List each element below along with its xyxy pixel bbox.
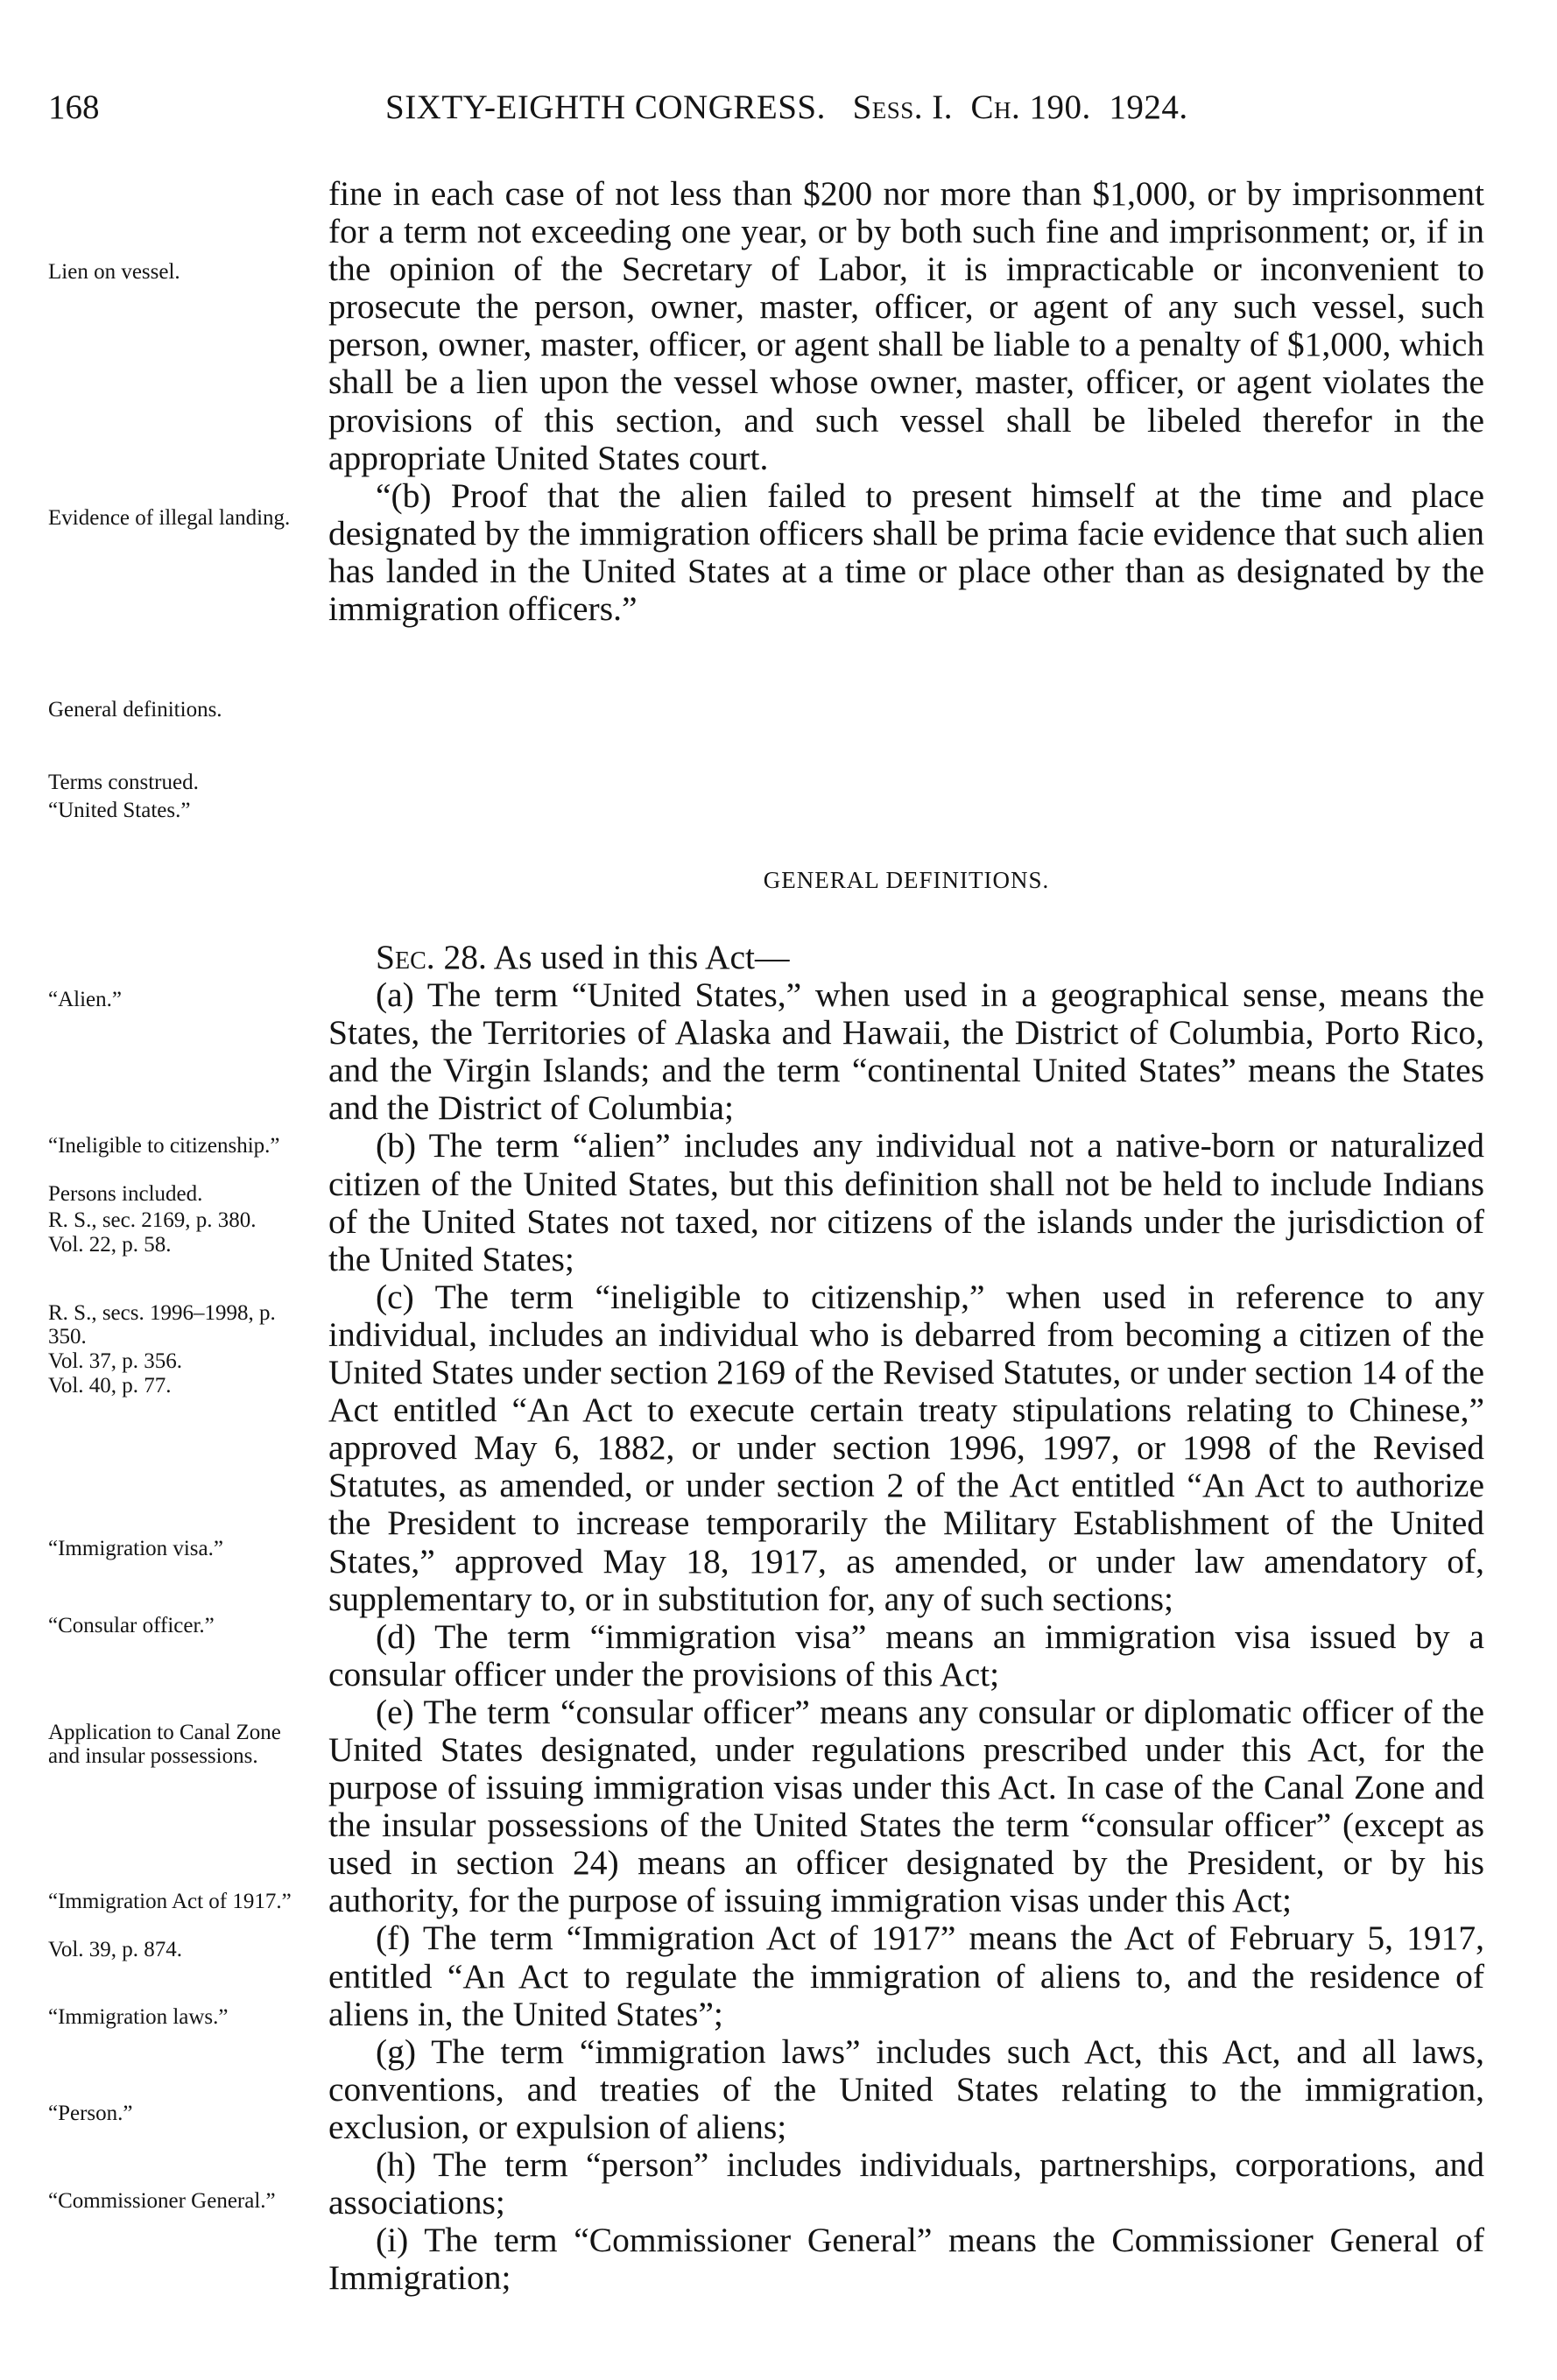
margin-note: Vol. 22, p. 58. [48, 1233, 172, 1257]
section-intro [328, 939, 1484, 976]
session-label: Sess. I. [852, 88, 954, 126]
definition-e: (e) The term “consular officer” means any consular or diplomatic officer of the United States designated, under regulations prescribed under this Act, for the purpose of issuing immigration visas under this Act. In case of the Canal Zone and the insular possessions of the United States the term “consular officer” (except as used in section 24) means an officer designated by the President, or by his authority, for the purpose of issuing immigration visas under this Act; [328, 1692, 1484, 1920]
section-intro-text: As used in this Act— [493, 938, 790, 976]
margin-note: “Immigration visa.” [48, 1537, 223, 1560]
margin-note: Vol. 39, p. 874. [48, 1938, 183, 1961]
definition-a: (a) The term “United States,” when used in a geographical sense, means the States, the Territories of Alaska and Hawaii, the District of Columbia, Porto Rico, and the Virgin Islands; and the term “continental United States” means the States and the District of Columbia; [328, 975, 1484, 1128]
definition-b: (b) The term “alien” includes any individual not a native-born or naturalized citizen of the United States, but this definition shall not be held to include Indians of the United States not taxed, nor citizens of the islands under the jurisdiction of the United States; [328, 1126, 1484, 1278]
section-28 [328, 939, 1484, 2297]
margin-note: “United States.” [48, 799, 191, 822]
margin-note: “Commissioner General.” [48, 2189, 276, 2213]
margin-note: “Consular officer.” [48, 1614, 215, 1637]
definition-d: (d) The term “immigration visa” means an immigration visa issued by a consular officer under the provisions of this Act; [328, 1616, 1484, 1693]
page-header [48, 88, 1493, 140]
margin-note: “Ineligible to citizenship.” [48, 1134, 280, 1158]
definition-g: (g) The term “immigration laws” includes such Act, this Act, and all laws, conventions, and treaties of the United States relating to the immigration, exclusion, or expulsion of aliens; [328, 2031, 1484, 2146]
running-title [385, 88, 1188, 127]
definition-h: (h) The term “person” includes individuals, partnerships, corporations, and associations; [328, 2145, 1484, 2222]
margin-note: R. S., sec. 2169, p. 380. [48, 1208, 257, 1232]
margin-note: “Immigration Act of 1917.” [48, 1890, 292, 1913]
definition-i: (i) The term “Commissioner General” means the Commissioner General of Immigration; [328, 2221, 1484, 2298]
margin-note: Vol. 40, p. 77. [48, 1374, 172, 1398]
section-label: Sec. 28. [376, 938, 487, 976]
margin-note: Terms construed. [48, 771, 199, 794]
evidence-paragraph: “(b) Proof that the alien failed to present himself at the time and place designated by the immigration officers shall be prima facie evidence that such alien has landed in the United States at a time or place other than as designated by the immigration officers.” [328, 475, 1484, 629]
congress-title: SIXTY-EIGHTH CONGRESS. [385, 88, 826, 126]
margin-note: Vol. 37, p. 356. [48, 1349, 183, 1373]
continued-paragraph: fine in each case of not less than $200 nor more than $1,000, or by imprisonment for a term not exceeding one year, or by both such fine and imprisonment; or, if in the opinion of the Secretary of Labor, it is impracticable or inconvenient to prosecute the person, owner, master, officer, or agent of any such vessel, such person, owner, master, officer, or agent shall be liable to a penalty of $1,000, which shall be a lien upon the vessel whose owner, master, officer, or agent violates the provisions of this section, and such vessel shall be libeled therefor in the appropriate United States court. [328, 174, 1484, 477]
margin-note: Application to Canal Zone and insular possessions. [48, 1721, 281, 1768]
chapter-label: Ch. 190. [970, 88, 1091, 126]
year-label: 1924. [1109, 88, 1188, 126]
margin-note: Evidence of illegal landing. [48, 506, 291, 530]
page-number: 168 [48, 88, 100, 126]
margin-note: “Person.” [48, 2102, 133, 2125]
preceding-section [328, 175, 1484, 628]
margin-note: “Immigration laws.” [48, 2005, 229, 2029]
margin-note: Lien on vessel. [48, 260, 180, 284]
section-heading: GENERAL DEFINITIONS. [763, 867, 1050, 893]
margin-note: General definitions. [48, 698, 222, 722]
margin-note: “Alien.” [48, 988, 122, 1011]
margin-note: R. S., secs. 1996–1998, p. 350. [48, 1301, 276, 1348]
margin-note: Persons included. [48, 1182, 203, 1206]
definition-f: (f) The term “Immigration Act of 1917” means the Act of February 5, 1917, entitled “An Act to regulate the immigration of aliens to, and the residence of aliens in, the United States”; [328, 1919, 1484, 2033]
definition-c: (c) The term “ineligible to citizenship,” when used in reference to any individual, includes an individual who is debarred from becoming a citizen of the United States under section 2169 of the Revised Statutes, or under section 14 of the Act entitled “An Act to execute certain treaty stipulations relating to Chinese,” approved May 6, 1882, or under section 1996, 1997, or 1998 of the Revised Statutes, as amended, or under section 2 of the Act entitled “An Act to authorize the President to increase temporarily the Military Establishment of the United States,” approved May 18, 1917, as amended, or under law amendatory of, supplementary to, or in substitution for, any of such sections; [328, 1277, 1484, 1618]
